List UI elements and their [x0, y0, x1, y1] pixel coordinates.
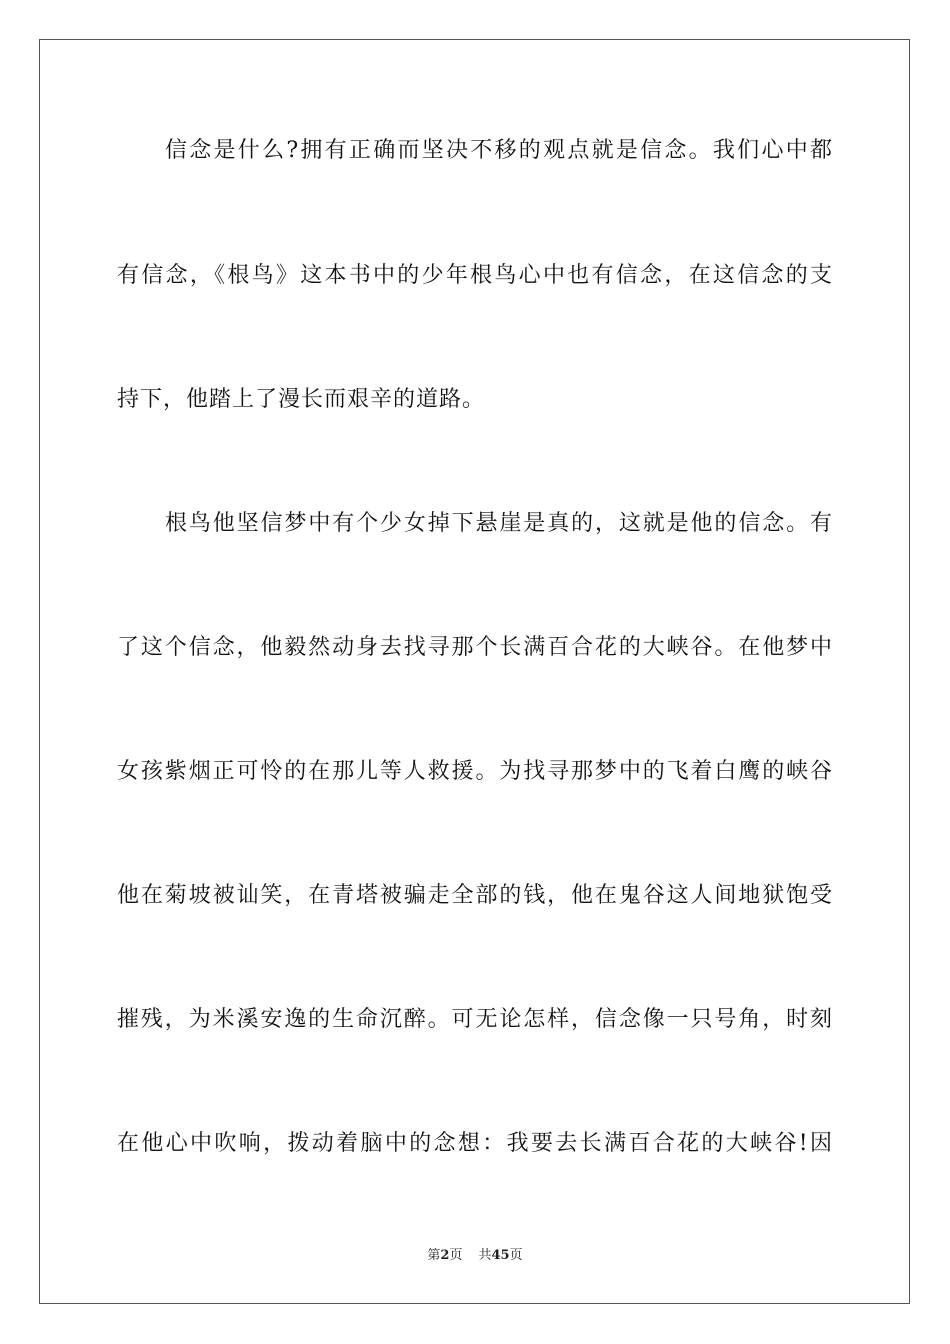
paragraph-2-line-5: 摧残，为米溪安逸的生命沉醉。可无论怎样，信念像一只号角，时刻 — [117, 1007, 833, 1032]
paragraph-2-line-2: 了这个信念，他毅然动身去找寻那个长满百合花的大峡谷。在他梦中 — [117, 635, 833, 660]
page-current: 2 — [440, 1248, 450, 1263]
page-footer — [0, 1247, 950, 1265]
page-prefix: 第 — [427, 1248, 441, 1263]
paragraph-1-line-1: 信念是什么?拥有正确而坚决不移的观点就是信念。我们心中都 — [165, 138, 833, 163]
page-unit: 页 — [449, 1248, 463, 1263]
total-prefix: 共 — [478, 1248, 492, 1263]
paragraph-2-line-6: 在他心中吹响，拨动着脑中的念想：我要去长满百合花的大峡谷!因 — [117, 1131, 833, 1156]
paragraph-2-line-4: 他在菊坡被讪笑，在青塔被骗走全部的钱，他在鬼谷这人间地狱饱受 — [117, 883, 833, 908]
page-total: 45 — [491, 1248, 510, 1263]
paragraph-1-line-3: 持下，他踏上了漫长而艰辛的道路。 — [117, 387, 486, 412]
total-unit: 页 — [509, 1248, 523, 1263]
page-border — [39, 39, 910, 1304]
paragraph-1-line-2: 有信念，《根鸟》这本书中的少年根鸟心中也有信念，在这信念的支 — [117, 263, 833, 288]
paragraph-2-line-3: 女孩紫烟正可怜的在那儿等人救援。为找寻那梦中的飞着白鹰的峡谷 — [117, 759, 833, 784]
paragraph-2-line-1: 根鸟他坚信梦中有个少女掉下悬崖是真的，这就是他的信念。有 — [165, 511, 833, 536]
